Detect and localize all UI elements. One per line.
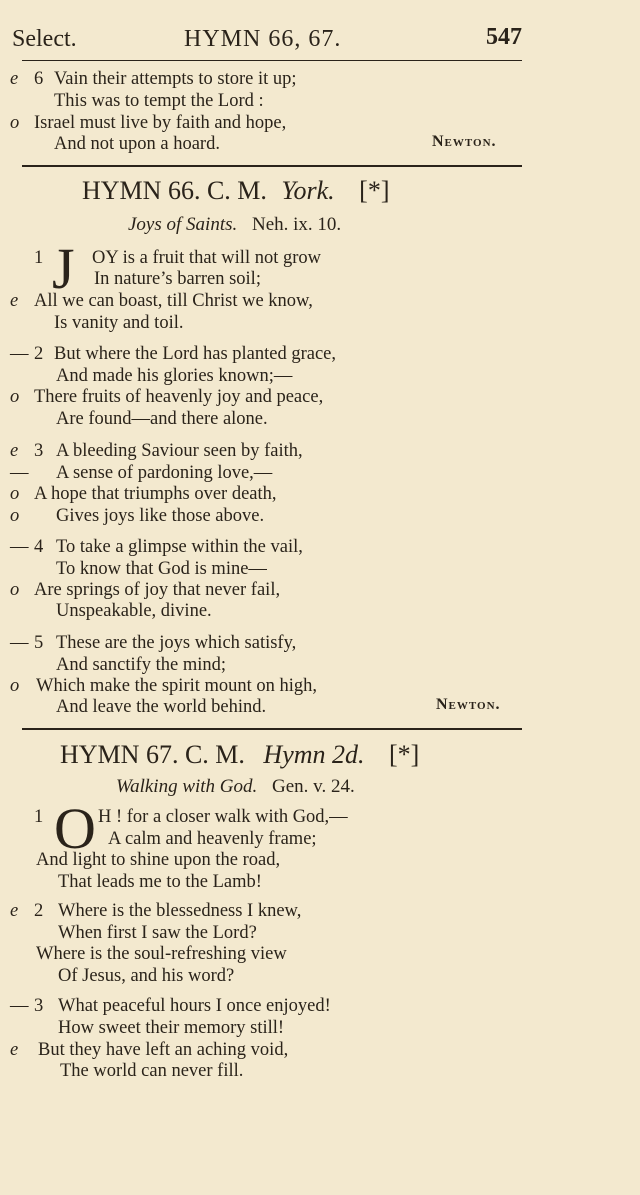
dynamics-mark: o (10, 676, 20, 696)
dynamics-mark: e (10, 69, 19, 89)
dynamics-mark: o (10, 580, 20, 600)
page-number: 547 (486, 24, 522, 50)
drop-cap: O (54, 796, 96, 861)
hymn-line: The world can never fill. (60, 1061, 244, 1081)
section-divider (22, 728, 522, 730)
hymn-line: A calm and heavenly frame; (108, 829, 317, 849)
hymn-67-number: HYMN 67. C. M. (60, 740, 245, 769)
hymn-line: What peaceful hours I once enjoyed! (58, 996, 331, 1016)
first-line: OY is a fruit that will not grow (92, 248, 321, 268)
dynamics-mark: — (10, 463, 29, 483)
dynamics-mark: — (10, 537, 29, 557)
hymn-line: That leads me to the Lamb! (58, 872, 262, 892)
hymn-line: But they have left an aching void, (38, 1040, 289, 1060)
dynamics-mark: e (10, 291, 19, 311)
hymn-67-subtitle-text: Walking with God. (116, 776, 258, 797)
verse-number: 2 (34, 901, 44, 921)
dynamics-mark: — (10, 996, 29, 1016)
hymn-line: And not upon a hoard. (54, 134, 220, 154)
hymn-line: Are found—and there alone. (56, 409, 268, 429)
header-rule (22, 60, 522, 61)
hymn-line: Are springs of joy that never fail, (34, 580, 281, 600)
hymn-line: When first I saw the Lord? (58, 923, 257, 943)
hymn-line: All we can boast, till Christ we know, (34, 291, 313, 311)
hymn-66-scripture: Neh. ix. 10. (252, 214, 342, 235)
dynamics-mark: — (10, 344, 29, 364)
dynamics-mark: o (10, 484, 20, 504)
hymn-67-subtitle (116, 776, 355, 798)
hymn-line: Where is the soul-refreshing view (36, 944, 287, 964)
hymn-line: And sanctify the mind; (56, 655, 227, 675)
hymn-66-title (82, 176, 389, 206)
dynamics-mark: o (10, 113, 20, 133)
hymn-line: A sense of pardoning love,— (56, 463, 273, 483)
hymn-66-tune: York. (281, 176, 335, 205)
verse-number: 4 (34, 537, 44, 557)
hymn-line: But where the Lord has planted grace, (54, 344, 337, 364)
hymn-67-tune: Hymn 2d. (263, 740, 365, 769)
section-label: Select. (12, 26, 77, 52)
verse-number: 3 (34, 996, 44, 1016)
verse-number: 6 (34, 69, 44, 89)
hymn-66-number: HYMN 66. C. M. (82, 176, 267, 205)
dynamics-mark: e (10, 1040, 19, 1060)
hymn-line: Of Jesus, and his word? (58, 966, 235, 986)
hymn-line: There fruits of heavenly joy and peace, (34, 387, 324, 407)
hymn-line: To know that God is mine— (56, 559, 267, 579)
hymn-line: How sweet their memory still! (58, 1018, 285, 1038)
section-divider (22, 165, 522, 167)
hymn-67-scripture: Gen. v. 24. (272, 776, 355, 797)
hymn-line: Unspeakable, divine. (56, 601, 212, 621)
dynamics-mark: e (10, 901, 19, 921)
hymn-line: Vain their attempts to store it up; (54, 69, 297, 89)
author-credit: Newton. (432, 133, 497, 150)
hymn-line: In nature’s barren soil; (94, 269, 261, 289)
hymn-67-star: [*] (389, 740, 420, 769)
dynamics-mark: e (10, 441, 19, 461)
dynamics-mark: — (10, 633, 29, 653)
dynamics-mark: o (10, 506, 20, 526)
verse-number: 1 (34, 807, 44, 827)
hymn-line: Which make the spirit mount on high, (36, 676, 318, 696)
hymn-line: A hope that triumphs over death, (34, 484, 277, 504)
hymn-line: Is vanity and toil. (54, 313, 184, 333)
header-title: HYMN 66, 67. (184, 26, 342, 52)
verse-number: 2 (34, 344, 44, 364)
hymn-line: This was to tempt the Lord : (54, 91, 264, 111)
hymn-line: Where is the blessedness I knew, (58, 901, 302, 921)
hymn-66-star: [*] (359, 176, 390, 205)
author-credit: Newton. (436, 696, 501, 713)
hymn-67-title (60, 740, 419, 770)
drop-cap: J (52, 236, 75, 301)
first-line: H ! for a closer walk with God,— (98, 807, 348, 827)
hymn-line: And made his glories known;— (56, 366, 293, 386)
hymn-line: These are the joys which satisfy, (56, 633, 297, 653)
verse-number: 3 (34, 441, 44, 461)
verse-number: 5 (34, 633, 44, 653)
hymn-line: A bleeding Saviour seen by faith, (56, 441, 303, 461)
hymn-line: And light to shine upon the road, (36, 850, 281, 870)
hymn-66-subtitle-text: Joys of Saints. (128, 214, 238, 235)
hymn-line: And leave the world behind. (56, 697, 267, 717)
verse-number: 1 (34, 248, 44, 268)
hymn-line: Israel must live by faith and hope, (34, 113, 287, 133)
running-header (12, 22, 522, 56)
hymn-66-subtitle (128, 214, 341, 236)
hymn-line: Gives joys like those above. (56, 506, 265, 526)
hymn-line: To take a glimpse within the vail, (56, 537, 303, 557)
dynamics-mark: o (10, 387, 20, 407)
